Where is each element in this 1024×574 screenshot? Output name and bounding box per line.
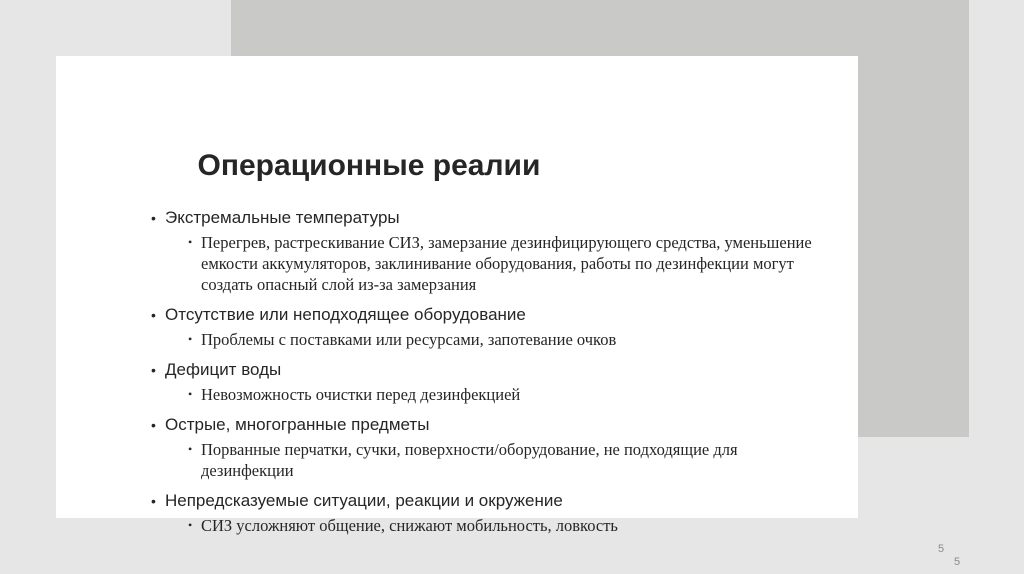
list-item-text: Непредсказуемые ситуации, реакции и окружение (165, 491, 563, 510)
list-item (151, 415, 831, 435)
bullet-icon: • (151, 493, 156, 509)
slide-title (56, 149, 858, 183)
sub-list-item-text: СИЗ усложняют общение, снижают мобильность, ловкость (201, 516, 618, 535)
sub-list-item (188, 329, 821, 350)
bullet-icon: • (188, 332, 193, 346)
list-item (151, 491, 831, 511)
sub-list-item-text: Невозможность очистки перед дезинфекцией (201, 385, 521, 404)
list-item-text: Экстремальные температуры (165, 208, 400, 227)
bullet-icon: • (151, 362, 156, 378)
sub-list-item (188, 515, 821, 536)
bullet-icon: • (188, 387, 193, 401)
bullet-icon: • (151, 210, 156, 226)
list-item-text: Отсутствие или неподходящее оборудование (165, 305, 526, 324)
bullet-icon: • (188, 442, 193, 456)
sub-list-item-text: Проблемы с поставками или ресурсами, запотевание очков (201, 330, 617, 349)
list-item-text: Дефицит воды (165, 360, 282, 379)
bullet-icon: • (188, 235, 193, 249)
slide-title-text: Операционные реалии (197, 149, 541, 182)
list-item-text: Острые, многогранные предметы (165, 415, 430, 434)
sub-list-item (188, 439, 821, 481)
page-number: 5 (938, 543, 945, 555)
bullet-list (151, 208, 831, 536)
list-item (151, 305, 831, 325)
sub-list-item-text: Порванные перчатки, сучки, поверхности/оборудование, не подходящие для дезинфекции (201, 440, 738, 480)
page-number-footer: 5 (954, 556, 961, 568)
list-item (151, 360, 831, 380)
bullet-icon: • (151, 417, 156, 433)
sub-list-item (188, 232, 821, 295)
slide-card (56, 56, 858, 535)
bullet-icon: • (151, 307, 156, 323)
bullet-icon: • (188, 518, 193, 532)
sub-list-item-text: Перегрев, растрескивание СИЗ, замерзание дезинфицирующего средства, уменьшение емкости аккумуляторов, заклинивание оборудования, работы по дезинфекции могут создать опасный слой из-за замерзания (201, 233, 812, 294)
sub-list-item (188, 384, 821, 405)
list-item (151, 208, 831, 228)
